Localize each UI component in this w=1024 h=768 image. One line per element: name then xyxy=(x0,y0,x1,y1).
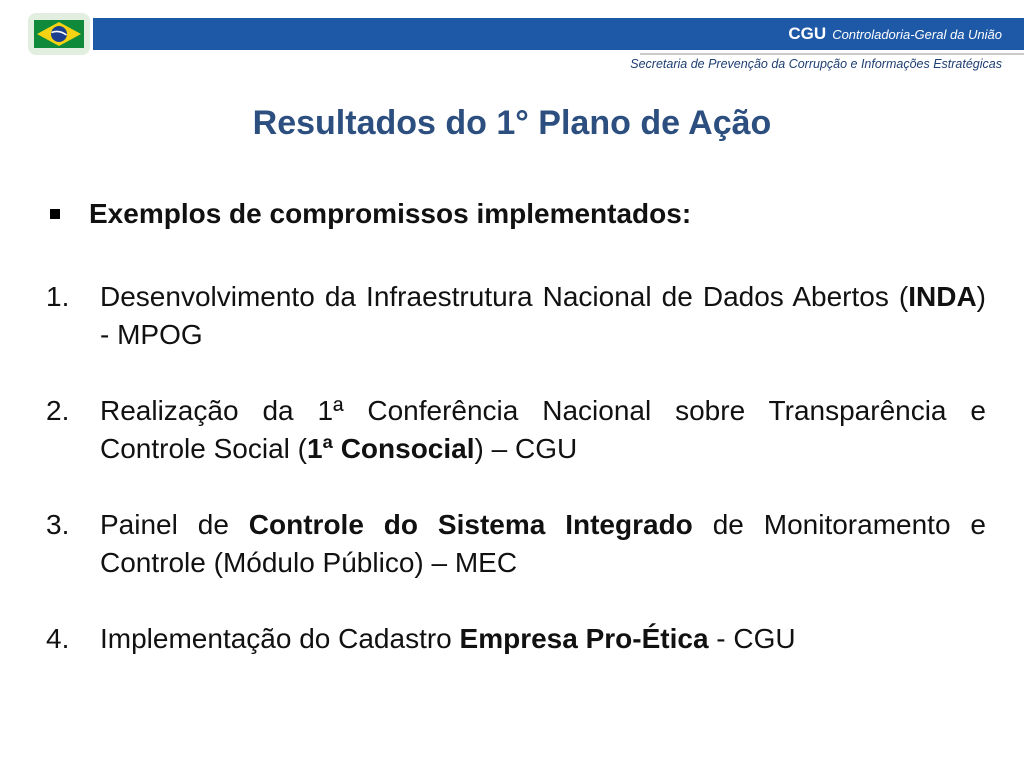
list-item xyxy=(46,620,986,658)
commitments-list xyxy=(46,278,986,696)
text-segment: - CGU xyxy=(708,623,796,654)
list-item xyxy=(46,506,986,582)
list-item-number: 4. xyxy=(46,623,70,654)
header-divider xyxy=(640,53,1024,55)
brazil-flag-icon xyxy=(28,13,90,55)
agency-logo xyxy=(788,24,1002,46)
text-segment: Realização da 1ª Conferência Nacional sobre Transparência e Controle Social ( xyxy=(100,395,986,464)
bullet-row xyxy=(50,198,691,230)
list-item-number: 3. xyxy=(46,509,70,540)
list-item-text xyxy=(100,278,986,354)
list-item-number: 1. xyxy=(46,281,70,312)
list-item xyxy=(46,392,986,468)
square-bullet-icon xyxy=(50,209,60,219)
agency-name: Controladoria-Geral da União xyxy=(832,27,1002,42)
text-segment: Desenvolvimento da Infraestrutura Nacional de Dados Abertos ( xyxy=(100,281,909,312)
text-segment: de Monitoramento e Controle (Módulo Público) – MEC xyxy=(100,509,986,578)
text-segment: Implementação do Cadastro xyxy=(100,623,460,654)
emphasis-text: Empresa Pro-Ética xyxy=(459,623,709,654)
slide-title: Resultados do 1° Plano de Ação xyxy=(252,104,772,142)
text-segment: ) – CGU xyxy=(474,433,578,464)
secretaria-label: Secretaria de Prevenção da Corrupção e Informações Estratégicas xyxy=(630,57,1002,71)
list-item-number: 2. xyxy=(46,395,70,426)
agency-abbr: CGU xyxy=(788,24,827,43)
bullet-heading: Exemplos de compromissos implementados: xyxy=(89,198,692,229)
list-item-text xyxy=(100,620,986,658)
list-item-text xyxy=(100,506,986,582)
text-segment: Painel de xyxy=(100,509,249,540)
list-item-text xyxy=(100,392,986,468)
emphasis-text: 1ª Consocial xyxy=(306,433,475,464)
slide-header xyxy=(0,0,1024,80)
emphasis-text: INDA xyxy=(908,281,977,312)
text-segment: ) - MPOG xyxy=(100,281,986,350)
list-item xyxy=(46,278,986,354)
emphasis-text: Controle do Sistema Integrado xyxy=(248,509,693,540)
